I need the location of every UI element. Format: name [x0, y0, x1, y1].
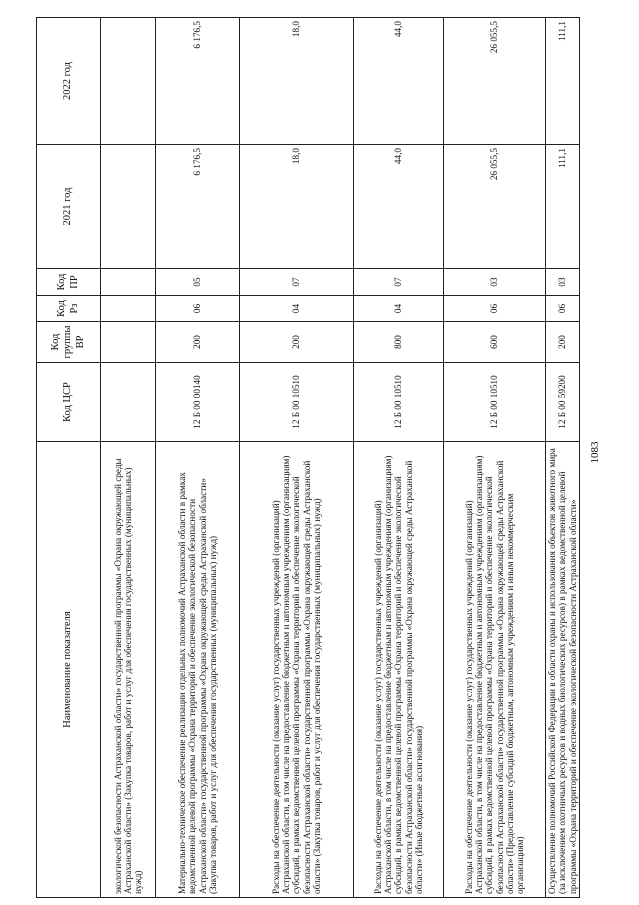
- row-pr: 07: [354, 269, 444, 296]
- row-csr: 12 Б 00 10510: [240, 363, 354, 442]
- header-rz: Код Рз: [37, 296, 101, 322]
- row-rz: 04: [240, 296, 354, 322]
- row-2022: 44,0: [354, 18, 444, 145]
- row-rz: 06: [444, 296, 546, 322]
- row-pr: 05: [156, 269, 240, 296]
- row-pr: 03: [546, 269, 580, 296]
- table-row: [354, 18, 444, 898]
- header-vr: Код группы ВР: [37, 322, 101, 363]
- row-2022: 111,1: [546, 18, 580, 145]
- row-rz: [101, 296, 156, 322]
- row-vr: 200: [546, 322, 580, 363]
- row-2021: 6 176,5: [156, 145, 240, 269]
- row-2021: [101, 145, 156, 269]
- header-pr: Код ПР: [37, 269, 101, 296]
- header-2021: 2021 год: [37, 145, 101, 269]
- table-row: [546, 18, 580, 898]
- row-rz: 06: [156, 296, 240, 322]
- row-vr: 200: [156, 322, 240, 363]
- row-pr: 07: [240, 269, 354, 296]
- row-csr: [101, 363, 156, 442]
- row-2021: 26 055,5: [444, 145, 546, 269]
- row-pr: 03: [444, 269, 546, 296]
- row-name: экологической безопасности Астраханской области» государственной программы «Охрана окружающей среды Астраханской области» (Закупка товаров, работ и услуг для обеспечения государственных (муниципальных) нужд): [101, 442, 156, 898]
- row-vr: 600: [444, 322, 546, 363]
- header-csr: Код ЦСР: [37, 363, 101, 442]
- row-name: Расходы на обеспечение деятельности (оказание услуг) государственных учреждений (организаций) Астраханской области, в том числе на предоставление бюджетным и автономным учреждениям (организациям) субсидий, в рамках ведомственной целевой программы «Охрана территорий и обеспечение экологической безопасности Астраханской области» государственной программы «Охрана окружающей среды Астраханской области» (Предоставление субсидий бюджетным, автономным учреждениям и иным некоммерческим организациям): [444, 442, 546, 898]
- row-csr: 12 Б 00 00140: [156, 363, 240, 442]
- row-name: Осуществление полномочий Российской Федерации в области охраны и использования объектов животного мира (за исключением охотничьих ресурсов и водных биологических ресурсов) в рамках ведомственной целевой программы «Охрана территорий и обеспечение экологической безопасности Астраханской области»: [546, 442, 580, 898]
- table-row: [444, 18, 546, 898]
- row-name: Материально-техническое обеспечение реализации отдельных полномочий Астраханской области в рамках ведомственной целевой программы «Охрана территорий и обеспечение экологической безопасности Астраханской области» государственной программы «Охрана окружающей среды Астраханской области» (Закупка товаров, работ и услуг для обеспечения государственных (муниципальных) нужд): [156, 442, 240, 898]
- row-name: Расходы на обеспечение деятельности (оказание услуг) государственных учреждений (организаций) Астраханской области, в том числе на предоставление бюджетным и автономным учреждениям (организациям) субсидий, в рамках ведомственной целевой программы «Охрана территорий и обеспечение экологической безопасности Астраханской области» государственной программы «Охрана окружающей среды Астраханской области» (Иные бюджетные ассигнования): [354, 442, 444, 898]
- row-2022: 18,0: [240, 18, 354, 145]
- page-number: 1083: [589, 441, 601, 464]
- row-2022: 6 176,5: [156, 18, 240, 145]
- row-rz: 06: [546, 296, 580, 322]
- row-name: Расходы на обеспечение деятельности (оказание услуг) государственных учреждений (организаций) Астраханской области, в том числе на предоставление бюджетным и автономным учреждениям (организациям) субсидий, в рамках ведомственной целевой программы «Охрана территорий и обеспечение экологической безопасности Астраханской области» государственной программы «Охрана окружающей среды Астраханской области» (Закупка товаров, работ и услуг для обеспечения государственных (муниципальных) нужд): [240, 442, 354, 898]
- row-rz: 04: [354, 296, 444, 322]
- row-csr: 12 Б 00 10510: [444, 363, 546, 442]
- row-vr: [101, 322, 156, 363]
- table-row: [156, 18, 240, 898]
- row-vr: 200: [240, 322, 354, 363]
- row-2021: 18,0: [240, 145, 354, 269]
- row-vr: 800: [354, 322, 444, 363]
- row-csr: 12 Б 00 10510: [354, 363, 444, 442]
- row-pr: [101, 269, 156, 296]
- row-2021: 111,1: [546, 145, 580, 269]
- table-row: [101, 18, 156, 898]
- budget-table: [36, 17, 580, 898]
- row-2022: [101, 18, 156, 145]
- header-row: [37, 18, 101, 898]
- row-2022: 26 055,5: [444, 18, 546, 145]
- header-name: Наименование показателя: [37, 442, 101, 898]
- table-row: [240, 18, 354, 898]
- row-csr: 12 Б 00 59200: [546, 363, 580, 442]
- row-2021: 44,0: [354, 145, 444, 269]
- header-2022: 2022 год: [37, 18, 101, 145]
